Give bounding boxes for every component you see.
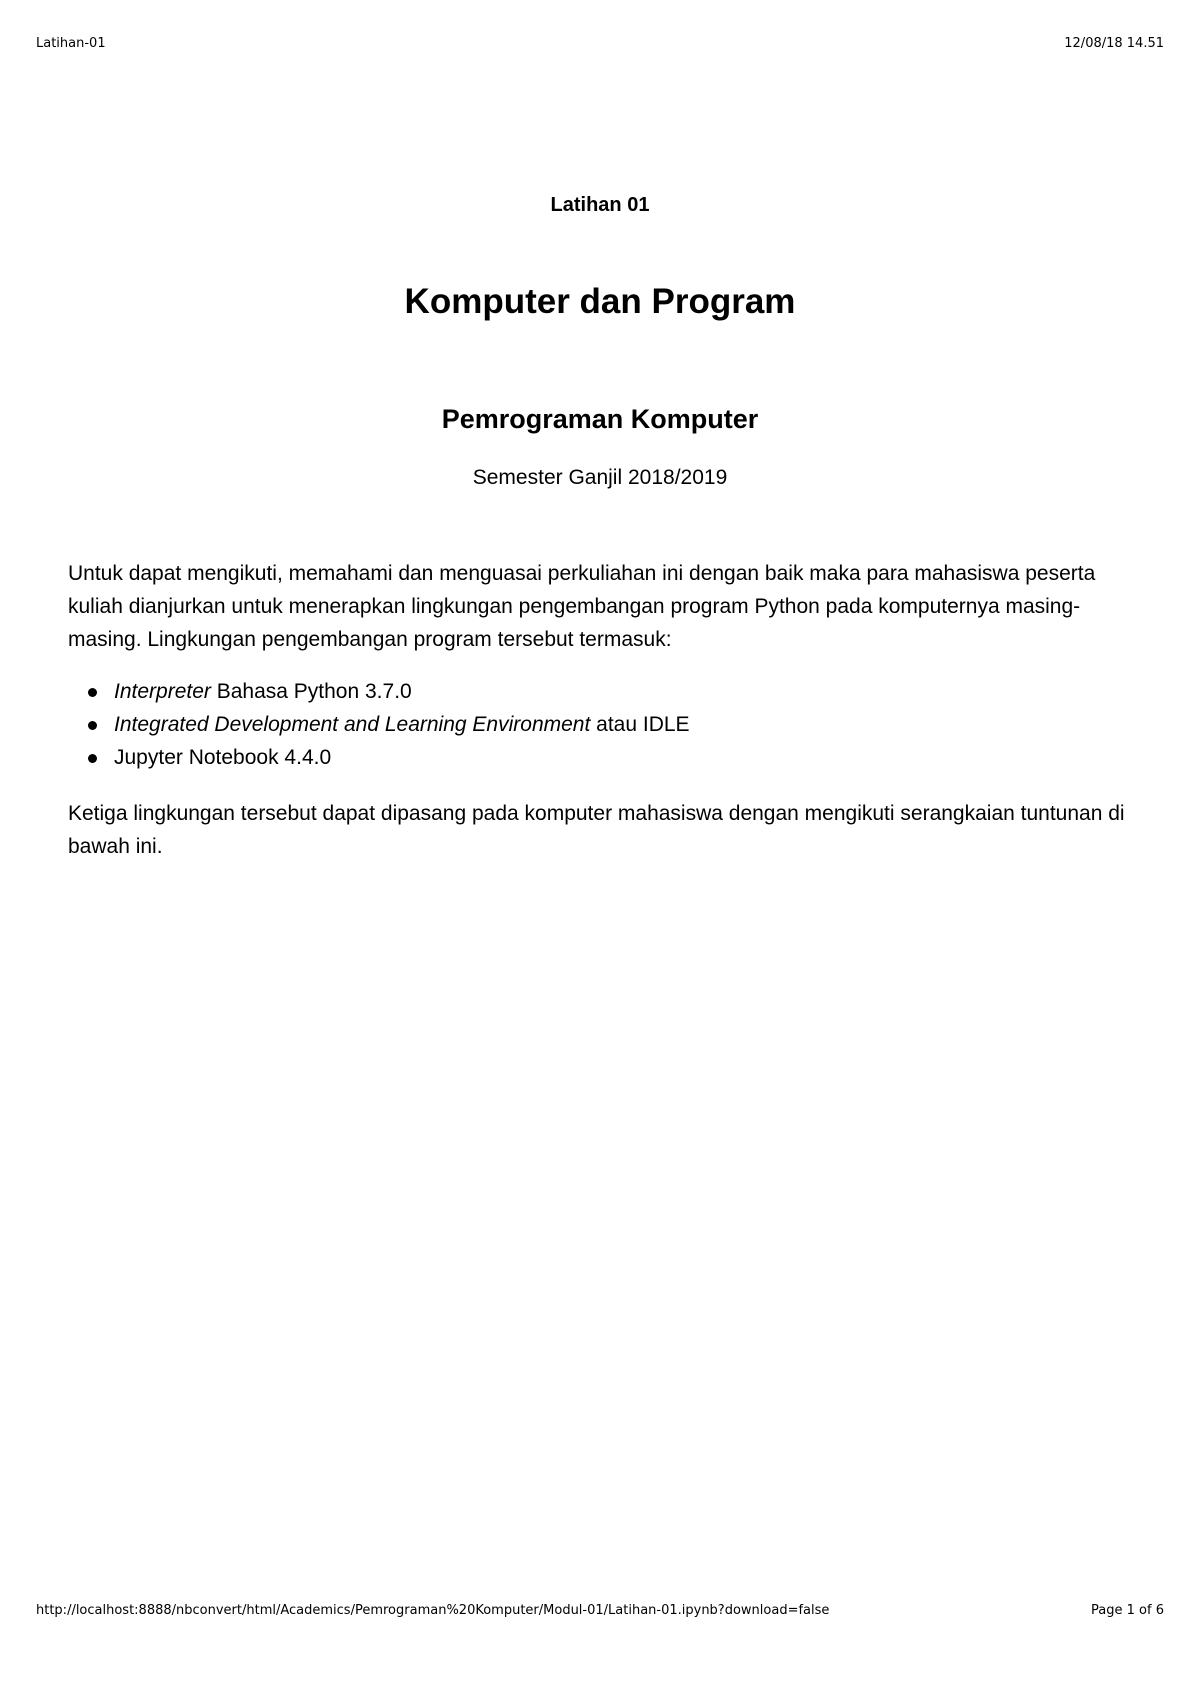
course-title: Pemrograman Komputer (441, 404, 759, 434)
list-item (68, 708, 690, 741)
list-item-emphasis: Interpreter (114, 680, 211, 703)
list-item-text: Bahasa Python 3.7.0 (210, 680, 412, 703)
page-number: Page 1 of 6 (1091, 1603, 1164, 1618)
environment-list (68, 675, 690, 774)
header-document-name: Latihan-01 (36, 36, 106, 51)
list-item (68, 741, 690, 774)
list-item-text: Jupyter Notebook 4.4.0 (114, 746, 332, 769)
list-item-text: atau IDLE (590, 713, 690, 736)
closing-paragraph: Ketiga lingkungan tersebut dapat dipasang pada komputer mahasiswa dengan mengikuti serangkaian tuntunan di bawah ini. (68, 802, 1125, 858)
footer-url: http://localhost:8888/nbconvert/html/Academics/Pemrograman%20Komputer/Modul-01/Latihan-01.ipynb?download=false (36, 1603, 830, 1618)
intro-paragraph: Untuk dapat mengikuti, memahami dan menguasai perkuliahan ini dengan baik maka para mahasiswa peserta kuliah dianjurkan untuk menerapkan lingkungan pengembangan program Python pada komputernya masing-masing. Lingkungan pengembangan program tersebut termasuk: (68, 562, 1096, 651)
semester-label: Semester Ganjil 2018/2019 (472, 466, 728, 489)
exercise-title: Latihan 01 (550, 194, 650, 216)
list-item-emphasis: Integrated Development and Learning Environment (114, 713, 591, 736)
print-header (36, 36, 1164, 51)
print-footer (36, 1603, 1164, 1618)
page-title: Komputer dan Program (404, 282, 796, 321)
header-timestamp: 12/08/18 14.51 (1064, 36, 1164, 51)
list-item (68, 675, 690, 708)
